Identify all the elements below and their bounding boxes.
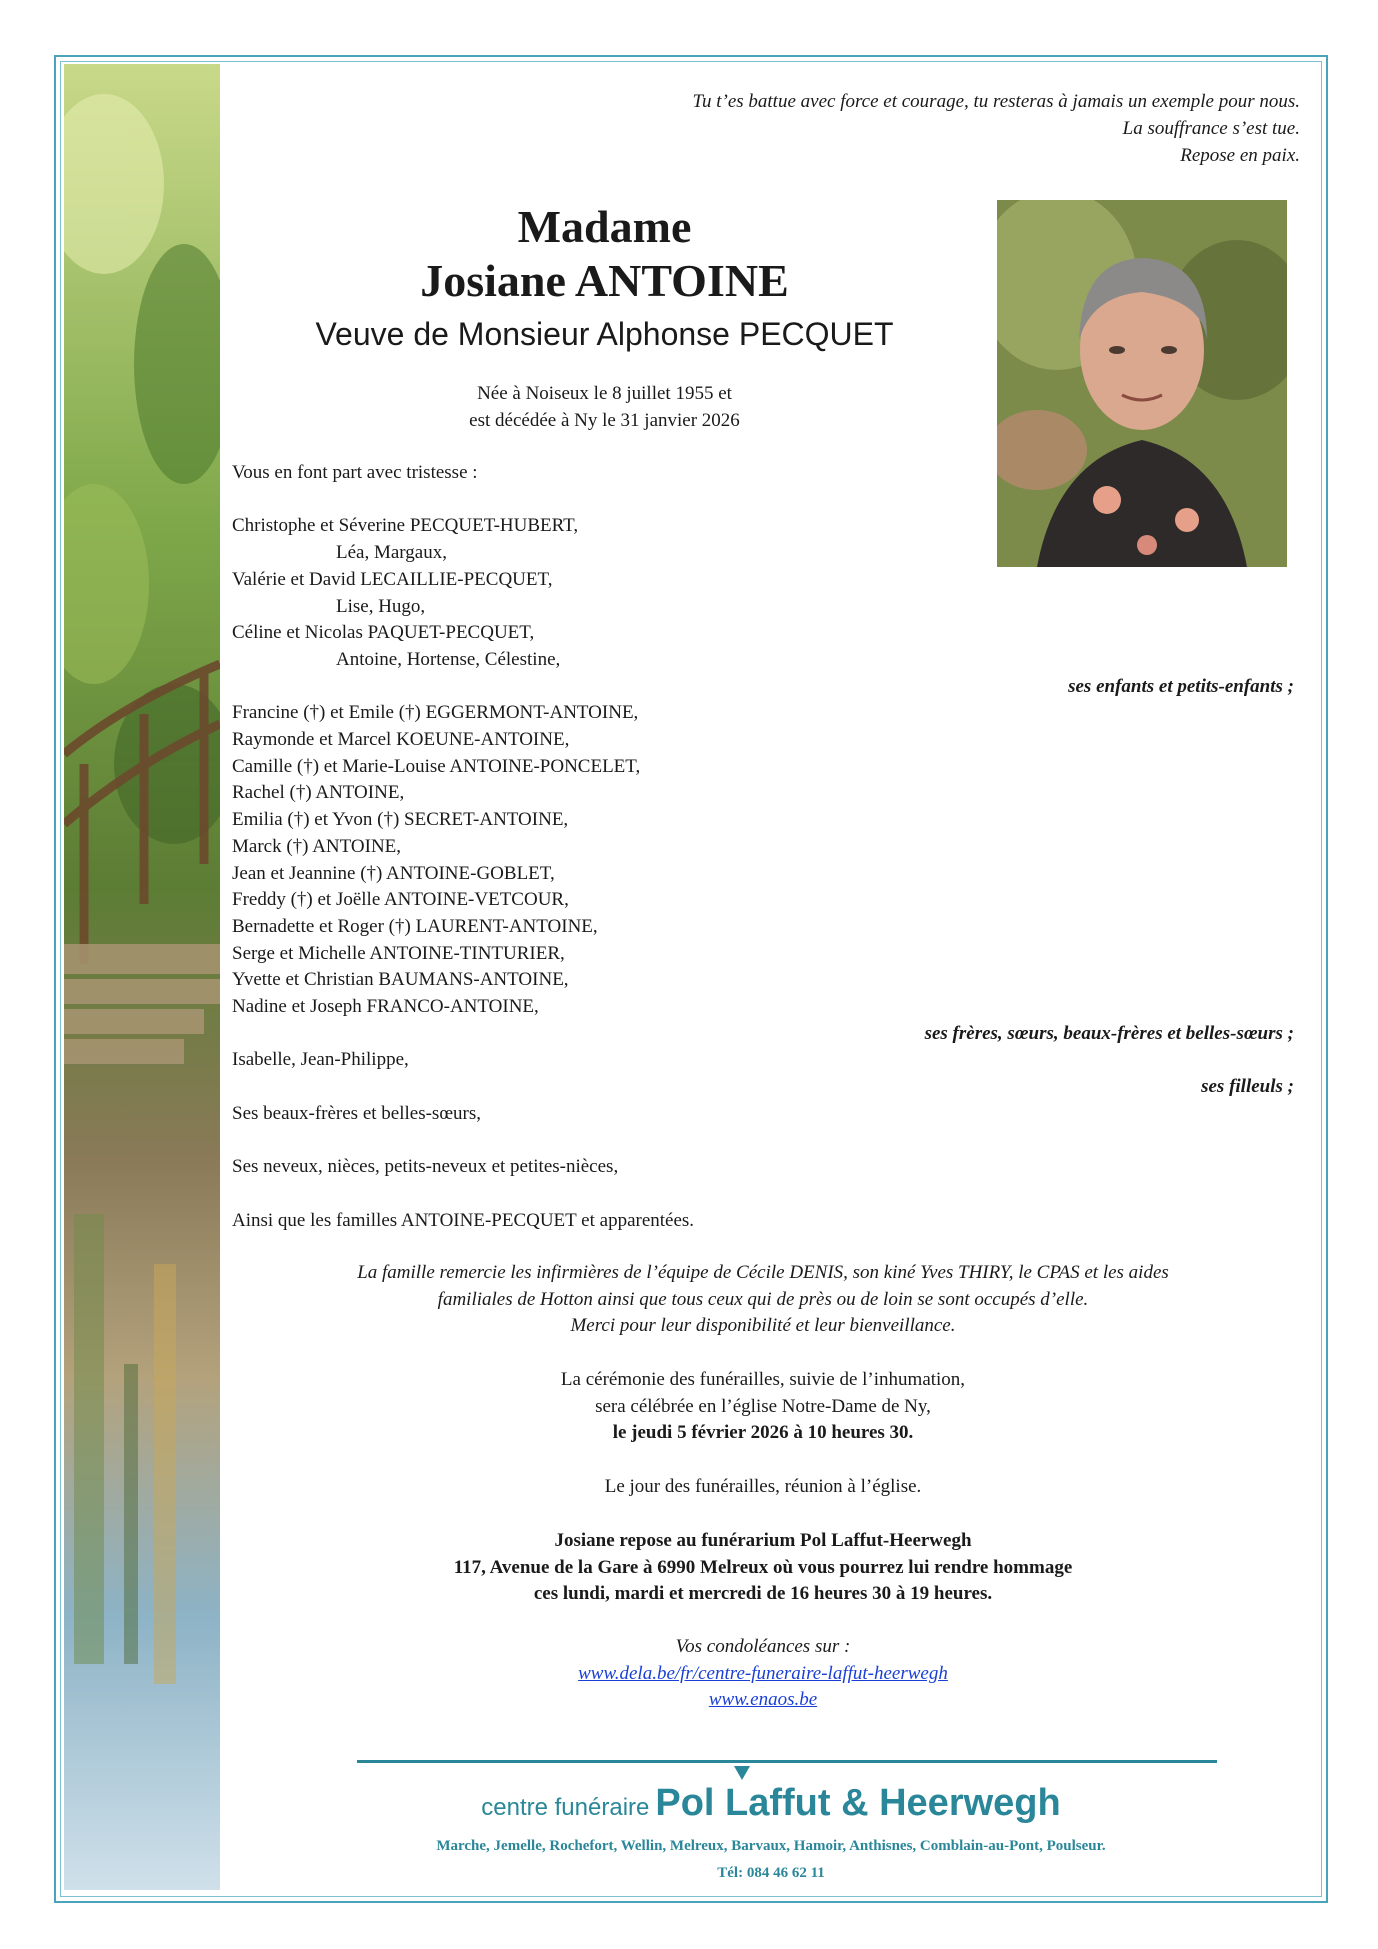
relation-label: ses enfants et petits-enfants ; — [1068, 675, 1294, 697]
meeting-info: Le jour des funérailles, réunion à l’église. — [604, 1476, 922, 1497]
thanks-message — [232, 1260, 1294, 1340]
deceased-header — [232, 200, 977, 434]
ceremony-line: sera célébrée en l’église Notre-Dame de Ny, — [595, 1395, 931, 1417]
funeral-home-footer — [232, 1760, 1310, 1890]
footer-towns: Marche, Jemelle, Rochefort, Wellin, Melreux, Barvaux, Hamoir, Anthisnes, Comblain-au-Pont, Poulseur. — [436, 1838, 1106, 1854]
family-line: Francine (†) et Emile (†) EGGERMONT-ANTOINE, — [232, 702, 639, 724]
family-line: Emilia (†) et Yvon (†) SECRET-ANTOINE, — [232, 809, 569, 831]
ceremony-line: La cérémonie des funérailles, suivie de l’inhumation, — [560, 1369, 966, 1390]
family-line: Lise, Hugo, — [336, 595, 426, 617]
condolences — [232, 1634, 1294, 1714]
funerarium-line: 117, Avenue de la Gare à 6990 Melreux où vous pourrez lui rendre hommage — [453, 1556, 1073, 1578]
family-line: Nadine et Joseph FRANCO-ANTOINE, — [232, 996, 539, 1018]
thanks-line: Merci pour leur disponibilité et leur bienveillance. — [570, 1315, 956, 1337]
family-line: Freddy (†) et Joëlle ANTOINE-VETCOUR, — [232, 889, 569, 911]
widow-of: Veuve de Monsieur Alphonse PECQUET — [315, 316, 894, 352]
family-line: Ses neveux, nièces, petits-neveux et petites-nièces, — [232, 1156, 619, 1178]
family-line: Antoine, Hortense, Célestine, — [336, 648, 561, 670]
condolences-link-dela[interactable]: www.dela.be/fr/centre-funeraire-laffut-heerwegh — [578, 1662, 948, 1684]
siblings-list — [232, 700, 1294, 1020]
family-line: Bernadette et Roger (†) LAURENT-ANTOINE, — [232, 915, 598, 937]
family-line: Ses beaux-frères et belles-sœurs, — [232, 1102, 482, 1124]
family-line: Valérie et David LECAILLIE-PECQUET, — [232, 568, 553, 590]
family-line: Céline et Nicolas PAQUET-PECQUET, — [232, 622, 535, 644]
ceremony-date: le jeudi 5 février 2026 à 10 heures 30. — [612, 1422, 914, 1444]
ceremony-info — [232, 1367, 1294, 1447]
relation-label: ses filleuls ; — [1201, 1076, 1294, 1098]
family-line: Rachel (†) ANTOINE, — [232, 782, 405, 804]
thanks-line: familiales de Hotton ainsi que tous ceux qui de près ou de loin se sont occupés d’elle. — [437, 1288, 1089, 1310]
document-content — [232, 64, 1310, 1890]
family-line: Marck (†) ANTOINE, — [232, 835, 402, 857]
triangle-marker-icon — [734, 1766, 750, 1780]
family-line: Yvette et Christian BAUMANS-ANTOINE, — [232, 969, 569, 991]
birth-line: Née à Noiseux le 8 juillet 1955 et — [477, 383, 732, 404]
condolences-link-enaos[interactable]: www.enaos.be — [708, 1689, 818, 1711]
epitaph-line: Repose en paix. — [1180, 145, 1300, 166]
nature-photo-strip — [64, 64, 220, 1890]
death-line: est décédée à Ny le 31 janvier 2026 — [469, 410, 740, 431]
announcement-body — [232, 460, 1294, 1234]
family-line: Léa, Margaux, — [336, 542, 447, 564]
children-list — [232, 513, 1294, 673]
honorific: Madame — [517, 201, 692, 252]
family-line: Jean et Jeannine (†) ANTOINE-GOBLET, — [232, 862, 555, 884]
family-line: Christophe et Séverine PECQUET-HUBERT, — [232, 515, 579, 537]
condolences-label: Vos condoléances sur : — [675, 1636, 851, 1657]
thanks-line: La famille remercie les infirmières de l’équipe de Cécile DENIS, son kiné Yves THIRY, le CPAS et les aides — [357, 1262, 1169, 1283]
funeral-home-logo — [232, 1782, 1310, 1825]
family-line: Camille (†) et Marie-Louise ANTOINE-PONCELET, — [232, 755, 641, 777]
epitaph-line: Tu t’es battue avec force et courage, tu resteras à jamais un exemple pour nous. — [692, 91, 1300, 112]
deceased-name: Josiane ANTOINE — [420, 255, 789, 306]
epitaph-line: La souffrance s’est tue. — [1122, 118, 1300, 139]
funerarium-line: ces lundi, mardi et mercredi de 16 heures 30 à 19 heures. — [533, 1583, 993, 1605]
intro-line: Vous en font part avec tristesse : — [232, 462, 478, 483]
relation-label: ses frères, sœurs, beaux-frères et belles-sœurs ; — [924, 1022, 1294, 1044]
family-line: Isabelle, Jean-Philippe, — [232, 1049, 409, 1071]
family-line: Serge et Michelle ANTOINE-TINTURIER, — [232, 942, 565, 964]
logo-small-text: centre funéraire — [481, 1794, 650, 1821]
family-line: Ainsi que les familles ANTOINE-PECQUET et apparentées. — [232, 1209, 695, 1231]
footer-divider — [357, 1760, 1217, 1763]
footer-phone: Tél: 084 46 62 11 — [717, 1865, 825, 1881]
logo-big-text: Pol Laffut & Heerwegh — [655, 1782, 1061, 1824]
family-line: Raymonde et Marcel KOEUNE-ANTOINE, — [232, 729, 570, 751]
funerarium-info — [232, 1528, 1294, 1608]
epitaph — [692, 88, 1300, 169]
funerarium-line: Josiane repose au funérarium Pol Laffut-Heerwegh — [554, 1530, 972, 1551]
